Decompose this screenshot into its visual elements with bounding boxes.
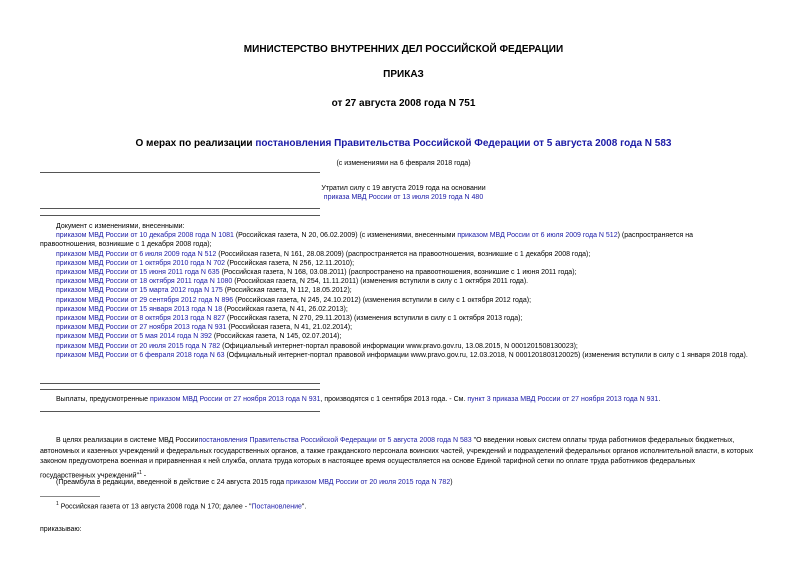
- footnote-link[interactable]: Постановление: [251, 503, 302, 511]
- preamble-line4: государственных учреждений"$^1$ -: [40, 469, 147, 479]
- order-word: приказываю:: [40, 526, 82, 533]
- footnote: $^1$ Российская газета от 13 августа 2008 года N 170; далее - "Постановление".: [56, 501, 307, 511]
- list-item: [40, 323, 767, 332]
- change-description: (Российская газета, N 256, 12.11.2010);: [225, 259, 355, 267]
- title-link[interactable]: постановления Правительства Российской Федерации от 5 августа 2008 года N 583: [255, 138, 672, 149]
- footnote-divider: [40, 496, 100, 497]
- preamble-line1: В целях реализации в системе МВД Россиипостановления Правительства Российской Федерации от 5 августа 2008 года N 583 "О введении новых систем оплаты труда работников федеральных бюджетных,: [56, 437, 735, 444]
- payments-point-link[interactable]: пункт 3 приказа МВД России от 27 ноября 2013 года N 931: [467, 396, 659, 403]
- payments-note: Выплаты, предусмотренные приказом МВД России от 27 ноября 2013 года N 931, производятся с 1 сентября 2013 года. - См. пункт 3 приказа МВД России от 27 ноября 2013 года N 931.: [56, 396, 661, 403]
- expired-note: [0, 184, 807, 202]
- change-link[interactable]: приказом МВД России от 6 июля 2009 года N 512: [457, 232, 618, 240]
- change-link[interactable]: приказом МВД России от 15 июня 2011 года N 635: [56, 269, 220, 277]
- changes-first-line1: приказом МВД России от 10 декабря 2008 года N 1081 (Российская газета, N 20, 06.02.2009) (с изменениями, внесенными приказом МВД России от 6 июля 2009 года N 512) (распространяется на: [56, 232, 693, 240]
- change-link[interactable]: приказом МВД России от 15 марта 2012 года N 175: [56, 287, 223, 295]
- divider: [40, 383, 320, 384]
- list-item: [40, 351, 767, 360]
- list-item: [40, 250, 767, 259]
- change-description: (Официальный интернет-портал правовой информации www.pravo.gov.ru, 12.03.2018, N 0001201803120025) (изменения вступили в силу с 1 января 2018 года).: [224, 351, 748, 359]
- change-link[interactable]: приказом МВД России от 10 декабря 2008 года N 1081: [56, 232, 234, 240]
- list-item: [40, 342, 767, 351]
- change-link[interactable]: приказом МВД России от 29 сентября 2012 года N 896: [56, 296, 234, 304]
- preamble-note: (Преамбула в редакции, введенной в действие с 24 августа 2015 года приказом МВД России от 20 июля 2015 года N 782): [56, 479, 453, 486]
- preamble-note-link[interactable]: приказом МВД России от 20 июля 2015 года N 782: [286, 479, 451, 486]
- list-item: [40, 277, 767, 286]
- list-item: [40, 305, 767, 314]
- change-description: (Российская газета, N 112, 18.05.2012);: [222, 287, 352, 295]
- list-item: [40, 296, 767, 305]
- preamble-line3: законом предусмотрена военная и приравненная к ней служба, оплата труда которых в настоящее время осуществляется на основе Единой тарифной сетки по оплате труда работников федеральных: [40, 458, 696, 465]
- changes-intro: Документ с изменениями, внесенными:: [56, 223, 185, 230]
- changes-block: [40, 222, 767, 360]
- change-description: (Российская газета, N 41, 21.02.2014);: [226, 324, 353, 332]
- list-item: [40, 259, 767, 268]
- expired-line: Утратил силу с 19 августа 2019 года на основании: [321, 185, 486, 192]
- change-description: (Российская газета, N 270, 29.11.2013) (изменения вступили в силу с 1 октября 2013 года);: [225, 315, 523, 323]
- change-description: (Российская газета, N 145, 02.07.2014);: [211, 333, 342, 341]
- document-title: [0, 138, 807, 149]
- doc-type-heading: ПРИКАЗ: [383, 69, 424, 80]
- change-link[interactable]: приказом МВД России от 1 октября 2010 года N 702: [56, 259, 226, 267]
- divider: [40, 215, 320, 216]
- change-link[interactable]: приказом МВД России от 18 октября 2011 года N 1080: [56, 278, 233, 286]
- divider: [40, 208, 320, 209]
- preamble-link[interactable]: постановления Правительства Российской Федерации от 5 августа 2008 года N 583: [198, 437, 472, 444]
- ministry-heading: МИНИСТЕРСТВО ВНУТРЕННИХ ДЕЛ РОССИЙСКОЙ ФЕДЕРАЦИИ: [243, 44, 564, 55]
- preamble: [40, 436, 767, 481]
- title-prefix: О мерах по реализации: [135, 138, 256, 149]
- list-item: [40, 332, 767, 341]
- divider: [40, 389, 320, 390]
- payments-link[interactable]: приказом МВД России от 27 ноября 2013 года N 931: [150, 396, 321, 403]
- preamble-line2: автономных и казенных учреждений и федеральных государственных органов, а также гражданского персонала воинских частей, учреждений и подразделений федеральных органов исполнительной власти, в которых: [40, 447, 754, 455]
- change-description: (Российская газета, N 254, 11.11.2011) (изменения вступили в силу с 1 октября 2011 года).: [232, 278, 529, 286]
- change-description: (Российская газета, N 245, 24.10.2012) (изменения вступили в силу с 1 октября 2012 года);: [233, 296, 532, 304]
- change-description: (Российская газета, N 41, 26.02.2013);: [222, 305, 348, 313]
- changes-first-line2: правоотношения, возникшие с 1 декабря 2008 года);: [40, 241, 212, 249]
- expired-link[interactable]: приказа МВД России от 13 июля 2019 года N 480: [323, 194, 484, 202]
- change-link[interactable]: приказом МВД России от 15 января 2013 года N 18: [56, 305, 223, 313]
- change-link[interactable]: приказом МВД России от 5 мая 2014 года N 392: [56, 333, 212, 341]
- change-link[interactable]: приказом МВД России от 20 июля 2015 года N 782: [56, 342, 221, 350]
- change-description: (Официальный интернет-портал правовой информации www.pravo.gov.ru, 13.08.2015, N 0001201508130023);: [220, 342, 578, 350]
- list-item: [40, 314, 767, 323]
- list-item: [40, 286, 767, 295]
- change-link[interactable]: приказом МВД России от 6 июля 2009 года N 512: [56, 250, 217, 258]
- date-number-heading: от 27 августа 2008 года N 751: [331, 98, 476, 109]
- change-link[interactable]: приказом МВД России от 6 февраля 2018 года N 63: [56, 351, 225, 359]
- divider: [40, 411, 320, 412]
- change-description: (Российская газета, N 161, 28.08.2009) (распространяется на правоотношения, возникшие с 1 декабря 2008 года);: [216, 250, 591, 258]
- change-description: (Российская газета, N 168, 03.08.2011) (распространено на правоотношения, возникшие с 1 июня 2011 года);: [219, 269, 577, 277]
- list-item: [40, 268, 767, 277]
- amendments-note: (с изменениями на 6 февраля 2018 года): [336, 160, 471, 167]
- change-link[interactable]: приказом МВД России от 8 октября 2013 года N 827: [56, 315, 226, 323]
- changes-list: [40, 250, 767, 360]
- change-link[interactable]: приказом МВД России от 27 ноября 2013 года N 931: [56, 324, 227, 332]
- footnote-ref: 1: [139, 469, 142, 476]
- divider: [40, 172, 320, 173]
